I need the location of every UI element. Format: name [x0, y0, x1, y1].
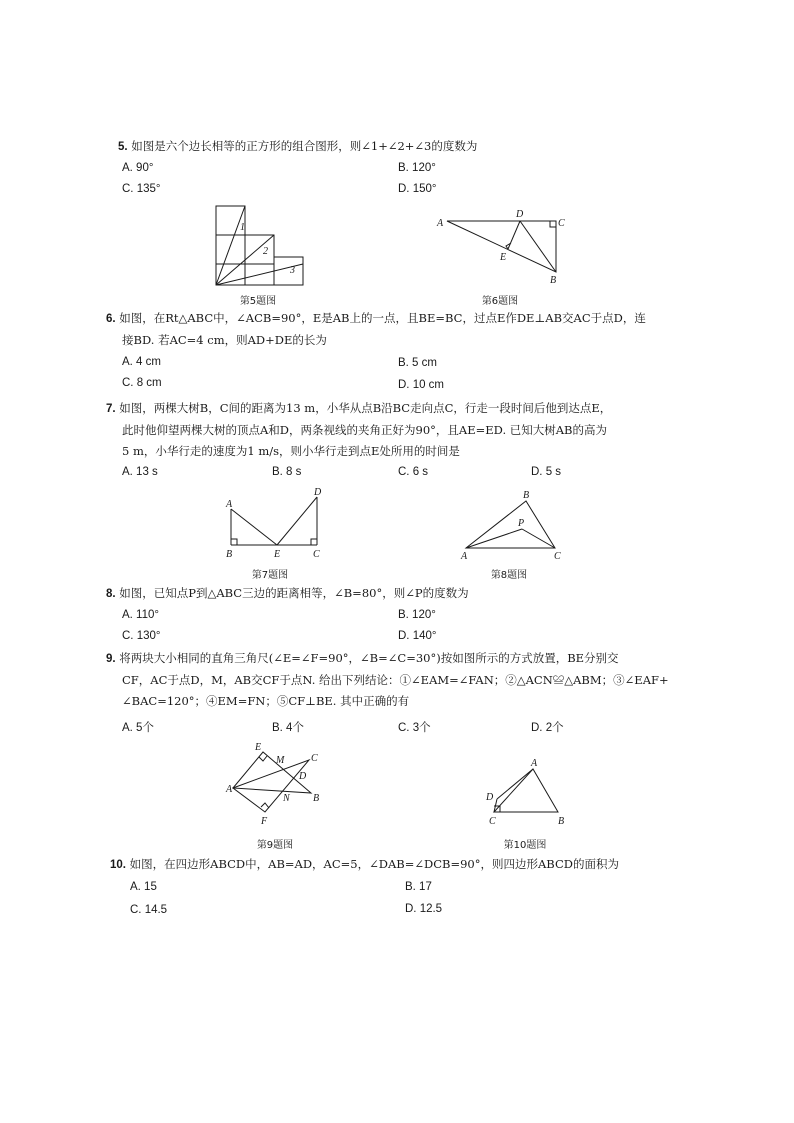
- label-a: A: [226, 499, 233, 510]
- figure-6-caption: 第6题图: [481, 296, 519, 307]
- question-number: 7.: [106, 403, 116, 415]
- figure-7-caption: 第7题图: [251, 570, 289, 581]
- label-m: M: [276, 755, 285, 766]
- option-d: D. 140°: [398, 630, 437, 642]
- option-c: C. 8 cm: [122, 377, 162, 389]
- option-c: C. 130°: [122, 630, 161, 642]
- label-e: E: [500, 252, 507, 263]
- label-c: C: [489, 816, 496, 827]
- label-d: D: [314, 487, 322, 498]
- label-d: D: [299, 771, 307, 782]
- option-b: B. 17: [405, 881, 432, 893]
- label-b: B: [313, 793, 320, 804]
- option-d: D. 12.5: [405, 903, 443, 915]
- question-text-line-1: 如图，在Rt△ABC中，∠ACB=90°，E是AB上的一点，且BE=BC，过点E作DE⊥AB交AC于点D，连: [119, 311, 646, 325]
- option-d: D. 150°: [398, 183, 437, 195]
- question-text: 如图，在四边形ABCD中，AB=AD，AC=5，∠DAB=∠DCB=90°，则四边形ABCD的面积为: [129, 857, 619, 871]
- label-d: D: [516, 209, 524, 220]
- option-c: C. 14.5: [130, 904, 168, 916]
- option-b: B. 120°: [398, 609, 436, 621]
- segment-ad: [497, 769, 533, 799]
- angle-label-2: 2: [263, 246, 268, 257]
- figure-9-caption: 第9题图: [256, 840, 294, 851]
- angle-label-1: 1: [240, 222, 245, 233]
- option-a: A. 5个: [122, 722, 154, 734]
- label-p: P: [518, 518, 525, 529]
- label-b: B: [558, 816, 565, 827]
- option-a: A. 15: [130, 881, 157, 893]
- label-d: D: [486, 792, 494, 803]
- question-text-line-3: ∠BAC=120°；④EM=FN；⑤CF⊥BE. 其中正确的有: [122, 694, 410, 708]
- question-text-line-3: 5 m，小华行走的速度为1 m/s，则小华行走到点E处所用的时间是: [122, 444, 460, 458]
- option-d: D. 5 s: [531, 466, 562, 478]
- label-c: C: [313, 549, 320, 560]
- label-c: C: [311, 753, 318, 764]
- label-c: C: [558, 218, 565, 229]
- option-c: C. 135°: [122, 183, 161, 195]
- label-a: A: [461, 551, 468, 562]
- option-b: B. 4个: [272, 722, 304, 734]
- question-number: 10.: [110, 859, 126, 871]
- label-e: E: [255, 742, 262, 753]
- option-a: A. 90°: [122, 162, 154, 174]
- label-b: B: [226, 549, 233, 560]
- question-text: 如图是六个边长相等的正方形的组合图形，则∠1+∠2+∠3的度数为: [131, 139, 478, 153]
- option-b: B. 5 cm: [398, 357, 437, 369]
- label-b: B: [523, 490, 530, 501]
- figure-5-caption: 第5题图: [239, 296, 277, 307]
- question-number: 8.: [106, 588, 116, 600]
- question-text-line-2: 接BD. 若AC=4 cm，则AD+DE的长为: [122, 333, 327, 347]
- figure-8-caption: 第8题图: [490, 570, 528, 581]
- label-f: F: [261, 816, 268, 827]
- option-c: C. 3个: [398, 722, 431, 734]
- question-number: 5.: [118, 141, 128, 153]
- option-b: B. 120°: [398, 162, 436, 174]
- angle-label-3: 3: [290, 265, 295, 276]
- option-c: C. 6 s: [398, 466, 429, 478]
- question-text-line-2: CF，AC于点D，M，AB交CF于点N. 给出下列结论：①∠EAM=∠FAN；②△ACN≌△ABM；③∠EAF+: [122, 673, 669, 687]
- option-a: A. 110°: [122, 609, 159, 621]
- label-n: N: [283, 793, 290, 804]
- question-number: 6.: [106, 313, 116, 325]
- label-a: A: [226, 784, 233, 795]
- question-text: 如图，已知点P到△ABC三边的距离相等，∠B=80°，则∠P的度数为: [119, 586, 469, 600]
- label-a: A: [531, 758, 538, 769]
- figure-10-caption: 第10题图: [503, 840, 547, 851]
- question-text-line-1: 将两块大小相同的直角三角尺(∠E=∠F=90°，∠B=∠C=30°)按如图所示的方式放置，BE分别交: [119, 651, 619, 665]
- label-a: A: [437, 218, 444, 229]
- option-a: A. 13 s: [122, 466, 158, 478]
- option-a: A. 4 cm: [122, 356, 161, 368]
- question-text-line-2: 此时他仰望两棵大树的顶点A和D，两条视线的夹角正好为90°，且AE=ED. 已知大树AB的高为: [122, 423, 608, 437]
- question-text-line-1: 如图，两棵大树B，C间的距离为13 m，小华从点B沿BC走向点C，行走一段时间后他到达点E，: [119, 401, 612, 415]
- option-d: D. 10 cm: [398, 379, 445, 391]
- option-b: B. 8 s: [272, 466, 302, 478]
- label-b: B: [550, 275, 557, 286]
- option-d: D. 2个: [531, 722, 564, 734]
- question-number: 9.: [106, 653, 116, 665]
- question-10: [110, 854, 690, 876]
- label-c: C: [554, 551, 561, 562]
- label-e: E: [274, 549, 281, 560]
